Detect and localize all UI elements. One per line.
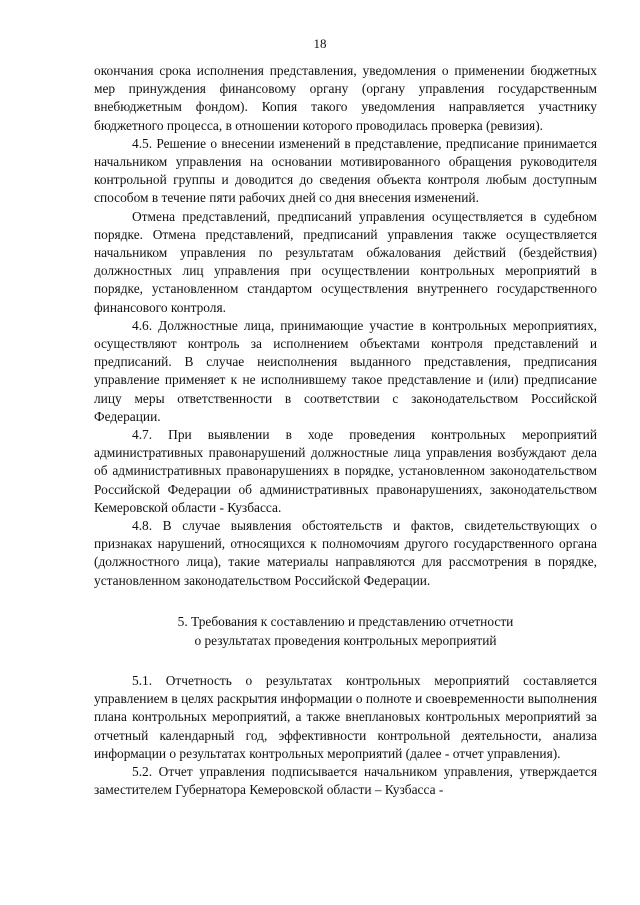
document-body bbox=[94, 62, 597, 799]
paragraph-5-2: 5.2. Отчет управления подписывается начальником управления, утверждается заместителем Губернатора Кемеровской области – Кузбасса - bbox=[94, 763, 597, 798]
paragraph-4-8: 4.8. В случае выявления обстоятельств и фактов, свидетельствующих о признаках нарушений, относящихся к полномочиям другого государственного органа (должностного лица), такие материалы направляются для рассмотрения в порядке, установленном законодательством Российской Федерации. bbox=[94, 518, 597, 588]
section-heading-line-2: о результатах проведения контрольных мероприятий bbox=[194, 632, 497, 648]
section-heading-line-1: 5. Требования к составлению и представлению отчетности bbox=[177, 613, 514, 629]
page-number: 18 bbox=[313, 36, 327, 51]
paragraph-5-1: 5.1. Отчетность о результатах контрольных мероприятий составляется управлением в целях раскрытия информации о полноте и своевременности выполнения плана контрольных мероприятий, а также внеплановых контрольных мероприятий за отчетный календарный год, эффективности контрольной деятельности, анализа информации о результатах контрольных мероприятий (далее - отчет управления). bbox=[94, 672, 597, 761]
section-5-heading bbox=[94, 612, 597, 650]
paragraph-cancellation: Отмена представлений, предписаний управления осуществляется в судебном порядке. Отмена представлений, предписаний управления также осуществляется начальником управления по результатам обжалования действий (бездействия) должностных лиц управления при осуществлении контрольных мероприятий в порядке, установленном стандартом осуществления внутреннего государственного финансового контроля. bbox=[94, 208, 597, 315]
paragraph-continuation: окончания срока исполнения представления, уведомления о применении бюджетных мер принуждения финансовому органу (органу управления государственным внебюджетным фондом). Копия такого уведомления направляется участнику бюджетного процесса, в отношении которого проводилась проверка (ревизия). bbox=[94, 63, 597, 133]
paragraph-4-6: 4.6. Должностные лица, принимающие участие в контрольных мероприятиях, осуществляют контроль за исполнением объектами контроля представлений и предписаний. В случае неисполнения выданного представления, предписания управление применяет к не исполнившему такое представление и (или) предписание лицу меры ответственности в соответствии с законодательством Российской Федерации. bbox=[94, 317, 597, 424]
paragraph-4-5: 4.5. Решение о внесении изменений в представление, предписание принимается начальником управления на основании мотивированного обращения руководителя контрольной группы и доводится до сведения объекта контроля любым доступным способом в течение пяти рабочих дней со дня внесения изменений. bbox=[94, 135, 597, 206]
paragraph-4-7: 4.7. При выявлении в ходе проведения контрольных мероприятий административных правонарушений должностные лица управления возбуждают дела об административных правонарушениях в порядке, установленном законодательством Российской Федерации об административных правонарушениях, законодательством Кемеровской области - Кузбасса. bbox=[94, 427, 597, 515]
